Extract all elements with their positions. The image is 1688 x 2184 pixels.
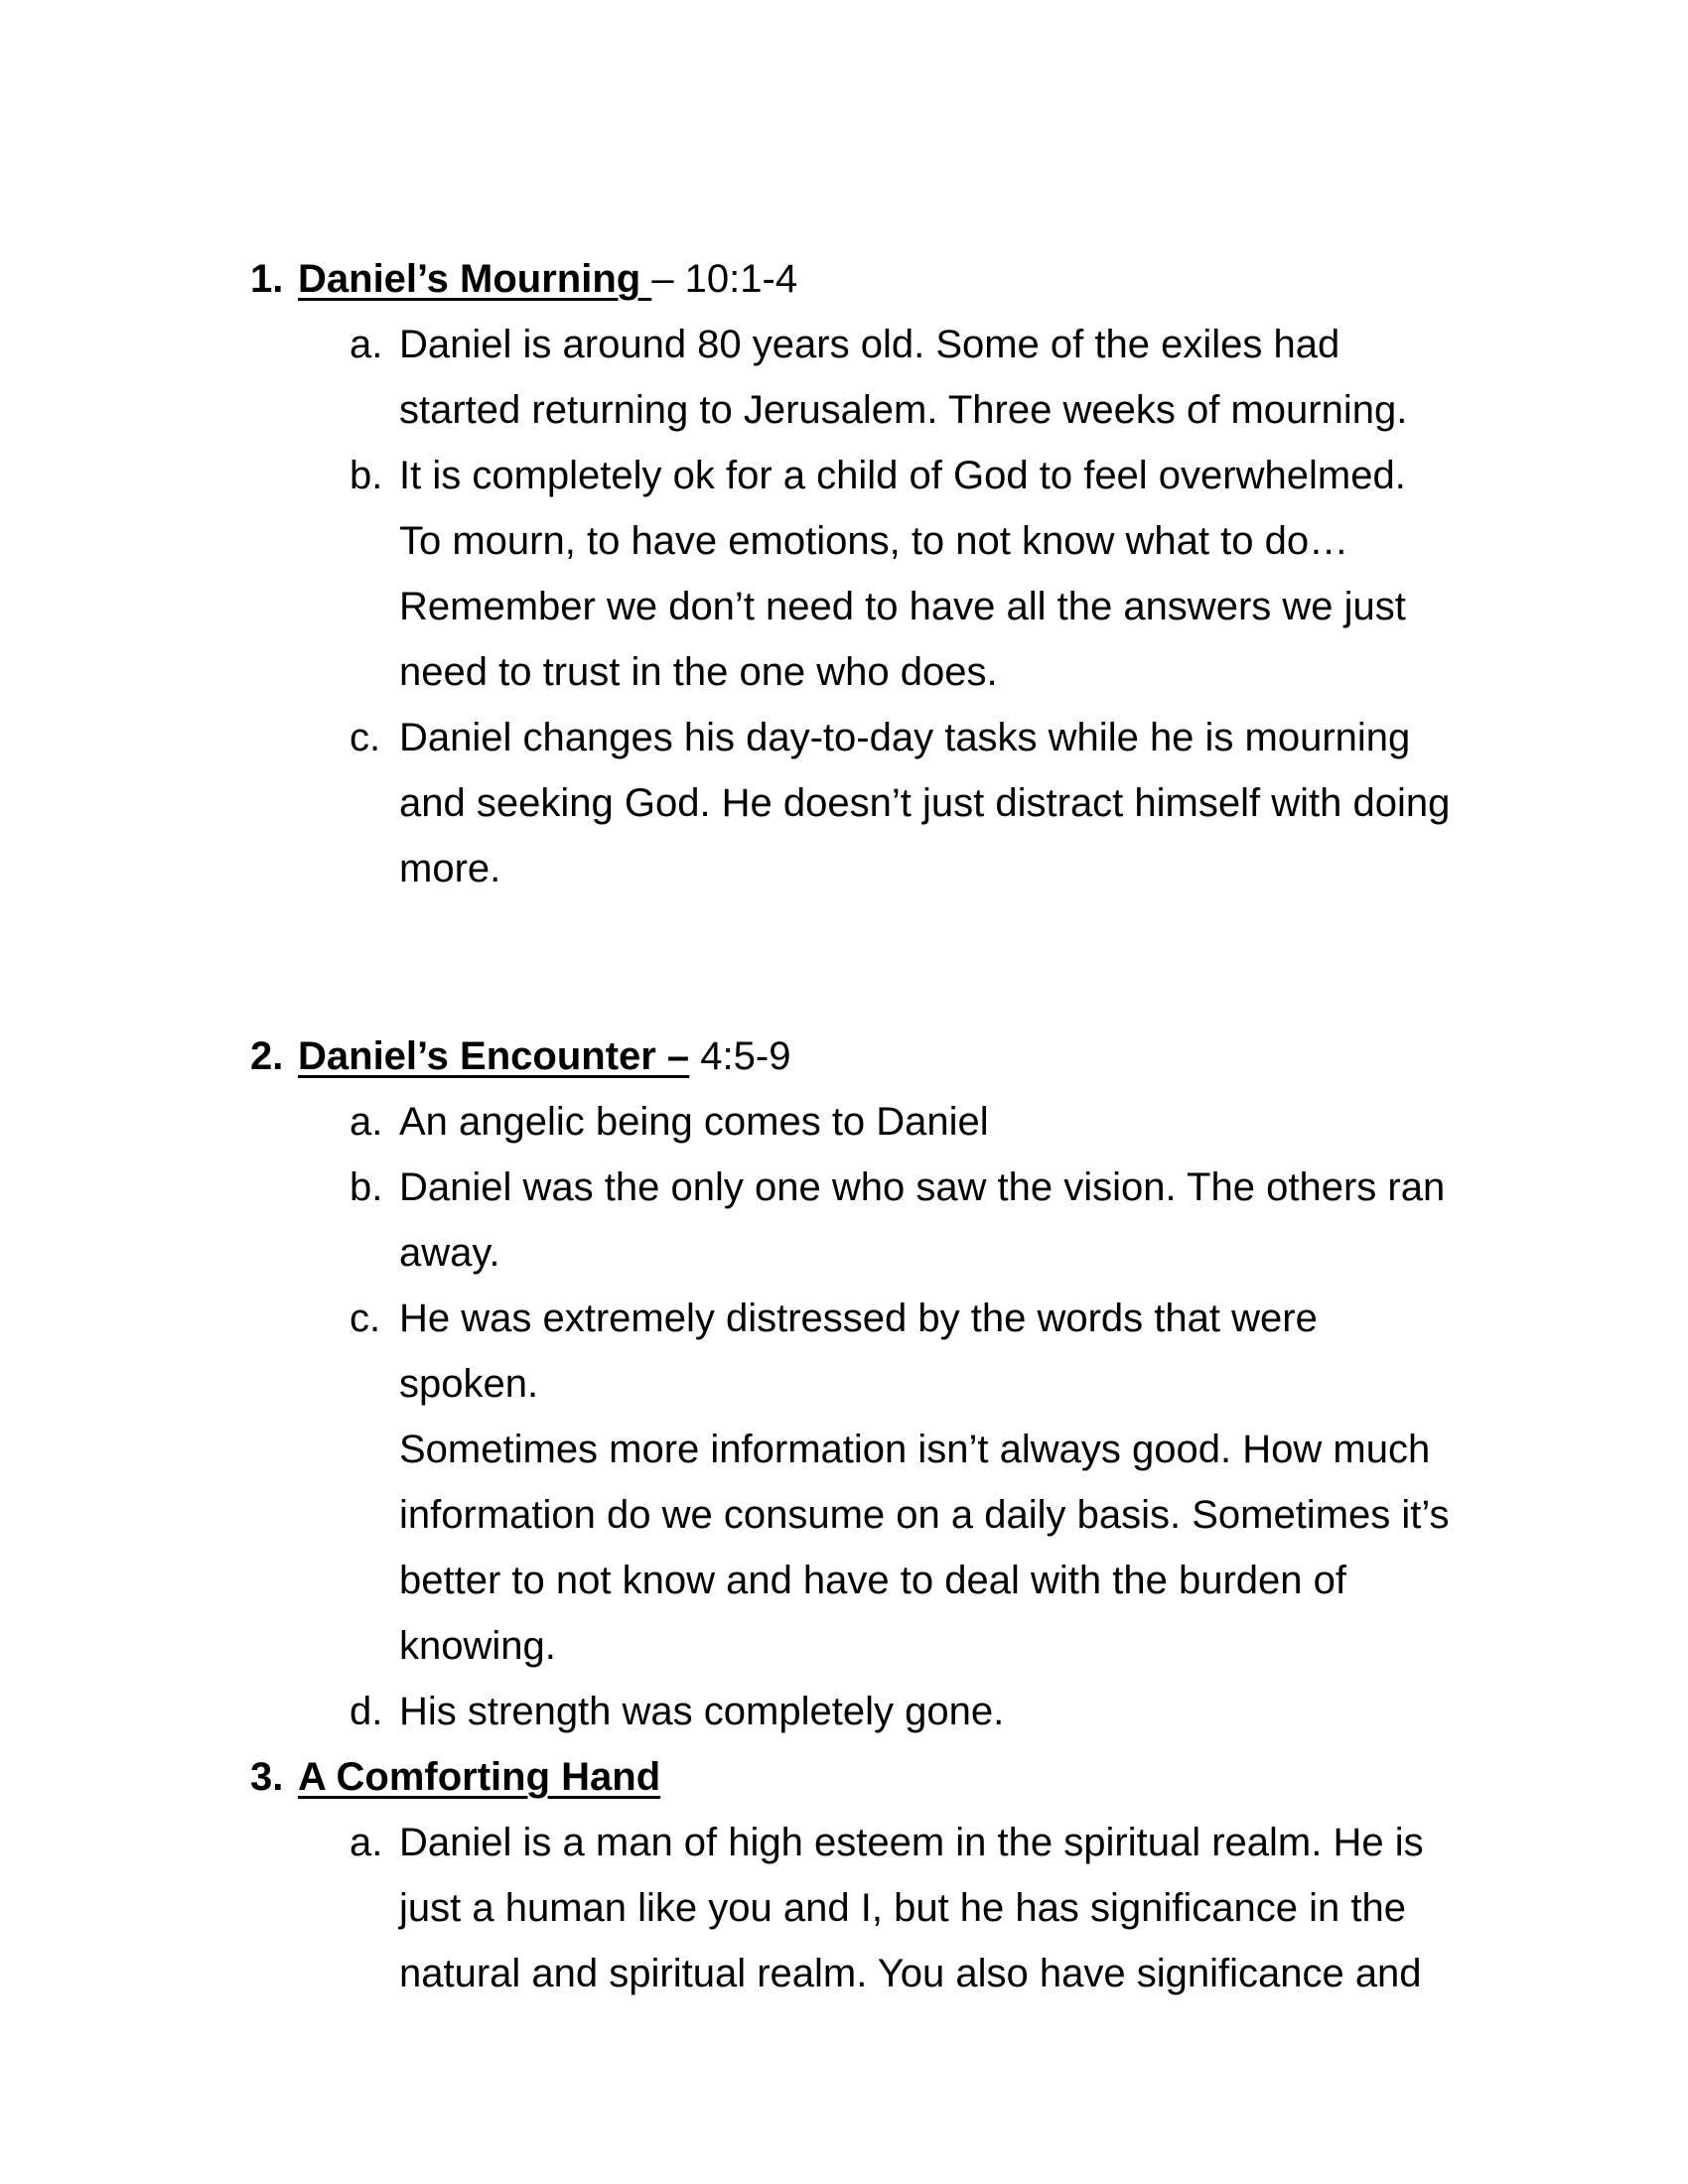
text-line: To mourn, to have emotions, to not know what to do…	[399, 519, 1349, 563]
text-line: An angelic being comes to Daniel	[399, 1100, 989, 1144]
section-number: 2.	[250, 1034, 284, 1078]
item-letter: c.	[350, 716, 381, 759]
text-line: started returning to Jerusalem. Three weeks of mourning.	[399, 388, 1408, 432]
item-letter: c.	[350, 1297, 381, 1340]
item-letter: b.	[350, 1165, 383, 1209]
item-text	[399, 1155, 1452, 1286]
item-text	[399, 1089, 1452, 1155]
text-line: need to trust in the one who does.	[399, 650, 998, 694]
section-1	[250, 246, 1491, 901]
text-line: Daniel was the only one who saw the vision. The others ran	[399, 1165, 1446, 1209]
list-item	[250, 443, 1491, 705]
list-item	[250, 1089, 1491, 1155]
text-line: information do we consume on a daily basis. Sometimes it’s	[399, 1493, 1450, 1537]
section-reference: – 10:1-4	[651, 257, 798, 301]
section-reference: 4:5-9	[689, 1034, 791, 1078]
item-letter: a.	[350, 323, 383, 366]
text-line: and seeking God. He doesn’t just distract himself with doing	[399, 781, 1451, 825]
text-line: more.	[399, 847, 501, 890]
text-line: It is completely ok for a child of God to feel overwhelmed.	[399, 454, 1406, 497]
text-line: Remember we don’t need to have all the answers we just	[399, 585, 1406, 628]
item-text	[399, 1286, 1452, 1679]
text-line: His strength was completely gone.	[399, 1690, 1005, 1733]
list-item	[250, 1679, 1491, 1744]
item-text	[399, 1679, 1452, 1744]
text-line: He was extremely distressed by the words that were spoken.	[399, 1297, 1318, 1406]
item-text	[399, 1810, 1452, 2006]
section-heading	[250, 246, 1491, 312]
item-text	[399, 312, 1452, 443]
item-letter: a.	[350, 1100, 383, 1144]
section-number: 1.	[250, 257, 284, 301]
text-line: better to not know and have to deal with the burden of	[399, 1559, 1346, 1602]
section-title: A Comforting Hand	[298, 1755, 661, 1799]
text-line: just a human like you and I, but he has significance in the	[399, 1886, 1406, 1930]
section-heading	[250, 1024, 1491, 1089]
text-line: away.	[399, 1231, 500, 1275]
list-item	[250, 1810, 1491, 2006]
item-letter: d.	[350, 1690, 383, 1733]
list-item	[250, 1155, 1491, 1286]
section-2	[250, 1024, 1491, 2006]
text-line: knowing.	[399, 1624, 556, 1668]
item-letter: b.	[350, 454, 383, 497]
text-line: Daniel changes his day-to-day tasks while he is mourning	[399, 716, 1411, 759]
list-item	[250, 705, 1491, 901]
text-line: natural and spiritual realm. You also have significance and	[399, 1952, 1422, 1995]
list-item	[250, 312, 1491, 443]
section-title: Daniel’s Encounter –	[298, 1034, 690, 1078]
section-title: Daniel’s Mourning	[298, 257, 652, 301]
text-line: Daniel is around 80 years old. Some of the exiles had	[399, 323, 1340, 366]
item-text	[399, 705, 1452, 901]
section-heading	[250, 1744, 1491, 1810]
item-letter: a.	[350, 1821, 383, 1864]
text-line: Daniel is a man of high esteem in the spiritual realm. He is	[399, 1821, 1424, 1864]
section-number: 3.	[250, 1755, 284, 1799]
list-item	[250, 1286, 1491, 1679]
text-line: Sometimes more information isn’t always good. How much	[399, 1428, 1431, 1471]
item-text	[399, 443, 1452, 705]
